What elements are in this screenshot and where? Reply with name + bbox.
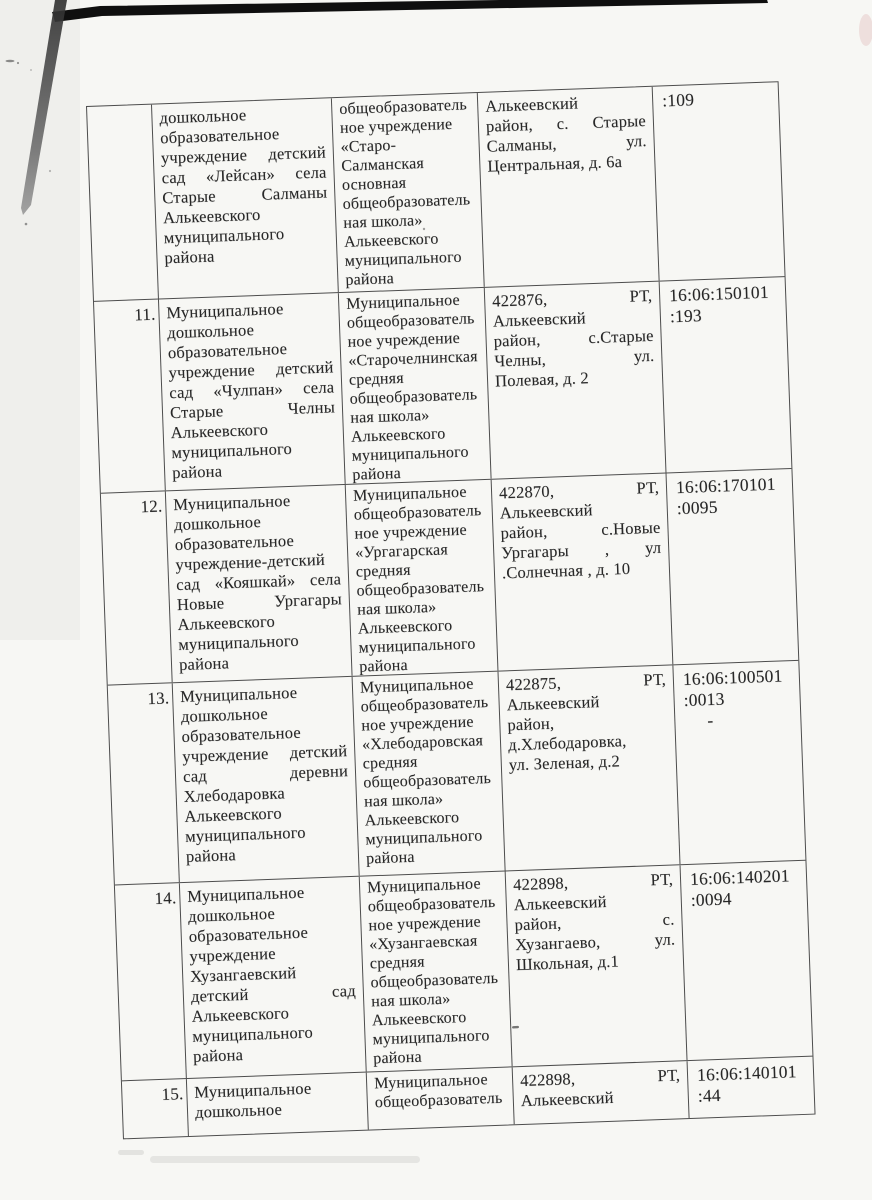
text-line: район, с. Старые bbox=[485, 110, 647, 136]
table-row bbox=[87, 82, 784, 301]
text-line: района bbox=[192, 1044, 244, 1066]
text-line: Центральная, д. 6а bbox=[487, 151, 623, 176]
text-line: общеобразователь bbox=[346, 310, 475, 332]
text-line: Алькеевского bbox=[357, 617, 453, 638]
text-line: Муниципальное bbox=[373, 1071, 489, 1093]
text-line: ное учреждение bbox=[339, 115, 453, 137]
text-line: Алькеевского bbox=[177, 611, 276, 635]
text-line: района bbox=[171, 461, 223, 483]
text-line: .Солнечная , д. 10 bbox=[501, 558, 631, 583]
cell-address bbox=[512, 1061, 689, 1124]
text-line: муниципального bbox=[192, 1022, 314, 1046]
text-line: ная школа» bbox=[370, 990, 451, 1011]
text-line: :44 bbox=[697, 1084, 722, 1106]
cell-preschool-name bbox=[151, 98, 338, 298]
text-line: Муниципальное bbox=[366, 875, 482, 897]
text-line: общеобразователь bbox=[338, 96, 468, 118]
cell-cadastral-number bbox=[680, 861, 813, 1060]
text-line: сад «Чулпан» села bbox=[168, 377, 335, 403]
text-line: муниципального bbox=[358, 635, 476, 657]
text-line: Муниципальное bbox=[166, 299, 284, 323]
table-row bbox=[94, 276, 791, 493]
speck bbox=[25, 223, 28, 226]
text-line: :193 bbox=[669, 305, 703, 327]
text-line: 422898, РТ, bbox=[519, 1065, 681, 1091]
text-line: основная bbox=[341, 174, 407, 194]
text-line: дошкольное bbox=[166, 320, 255, 343]
text-line: образовательное bbox=[181, 722, 302, 746]
text-line: района bbox=[365, 848, 415, 868]
text-line: района bbox=[372, 1048, 423, 1068]
text-line: :0094 bbox=[690, 888, 732, 910]
registry-table bbox=[86, 81, 816, 1139]
cell-row-number: 13. bbox=[147, 688, 170, 709]
text-line: общеобразователь bbox=[367, 893, 496, 916]
text-line: средняя bbox=[348, 369, 405, 389]
cell-preschool-name bbox=[172, 677, 359, 882]
table-row bbox=[115, 860, 813, 1081]
cell-school-name bbox=[352, 672, 505, 876]
text-line: района bbox=[345, 270, 395, 289]
text-line: муниципального bbox=[163, 223, 285, 248]
right-edge-smudge bbox=[859, 14, 872, 46]
text-line: район, bbox=[507, 713, 555, 735]
cell-preschool-name bbox=[186, 1073, 368, 1136]
text-line: учреждение bbox=[189, 943, 277, 966]
text-line: Алькеевского bbox=[162, 204, 261, 228]
cell-school-name bbox=[359, 872, 512, 1072]
text-line: Муниципальное bbox=[172, 490, 291, 515]
speck bbox=[49, 170, 51, 172]
cell-row-number: 15. bbox=[161, 1084, 184, 1104]
text-line: Муниципальное bbox=[345, 291, 461, 313]
text-line: учреждение детский bbox=[168, 357, 334, 383]
text-line: :109 bbox=[661, 89, 695, 111]
cell-row-number: 14. bbox=[154, 888, 177, 909]
text-line: Алькеевского bbox=[184, 803, 283, 826]
speck bbox=[17, 62, 19, 64]
text-line: ное учреждение bbox=[368, 913, 482, 935]
cell-school-name bbox=[366, 1067, 514, 1129]
text-line: :0095 bbox=[676, 496, 718, 519]
text-line: 16:06:140101 bbox=[696, 1061, 797, 1085]
cell-school-name bbox=[345, 480, 498, 676]
text-line: - bbox=[684, 709, 714, 731]
cell-school-name bbox=[331, 93, 484, 292]
text-line: Алькеевского bbox=[371, 1008, 467, 1030]
text-line: Алькеевский bbox=[520, 1087, 614, 1111]
text-line: учреждение детский bbox=[181, 741, 348, 766]
cell-row-number: 12. bbox=[140, 496, 163, 517]
text-line: муниципального bbox=[177, 630, 300, 655]
text-line: Полевая, д. 2 bbox=[494, 368, 590, 391]
speck bbox=[6, 60, 15, 63]
text-line: учреждение детский bbox=[160, 142, 327, 168]
text-line: Алькеевского bbox=[350, 425, 446, 446]
left-edge-wedge bbox=[21, 0, 67, 215]
text-line: сад деревни bbox=[182, 761, 349, 786]
cell-preschool-name bbox=[179, 877, 366, 1078]
text-line: Муниципальное bbox=[194, 1078, 312, 1102]
text-line: дошкольное bbox=[180, 703, 269, 726]
text-line: Алькеевский bbox=[492, 308, 587, 331]
bottom-smudge bbox=[118, 1150, 144, 1155]
text-line: Алькеевского bbox=[364, 809, 460, 830]
text-line: Алькеевский bbox=[499, 500, 593, 523]
top-black-streak bbox=[52, 0, 768, 22]
text-line: средняя bbox=[362, 753, 418, 773]
text-line: Алькеевский bbox=[484, 93, 579, 116]
text-line: района bbox=[185, 845, 237, 866]
text-line: района bbox=[358, 656, 409, 676]
text-line: 422870, РТ, bbox=[498, 477, 660, 503]
text-line: 422875, РТ, bbox=[505, 669, 667, 695]
text-line: ул. Зеленая, д.2 bbox=[508, 751, 621, 775]
text-line: сад «Лейсан» села bbox=[161, 162, 327, 188]
text-line: 422876, РТ, bbox=[491, 285, 653, 311]
text-line: 16:06:150101 bbox=[668, 281, 770, 306]
cell-preschool-name bbox=[158, 293, 345, 490]
text-line: района bbox=[178, 653, 230, 675]
text-line: ная школа» bbox=[343, 212, 423, 232]
text-line: образовательное bbox=[167, 338, 288, 363]
text-line: общеобразователь bbox=[356, 578, 485, 600]
text-line: дошкольное bbox=[194, 1099, 283, 1122]
text-line: Муниципальное bbox=[186, 882, 305, 906]
text-line: Челны, ул. bbox=[494, 345, 655, 371]
text-line: общеобразователь bbox=[374, 1089, 503, 1112]
text-line: общеобразователь bbox=[363, 769, 492, 792]
text-line: Старые Салманы bbox=[161, 182, 328, 208]
text-line: детский сад bbox=[190, 980, 357, 1006]
text-line: Алькеевского bbox=[170, 419, 269, 443]
table-row bbox=[101, 468, 798, 685]
text-line: Салманы, ул. bbox=[486, 130, 647, 156]
text-line: Алькеевского bbox=[343, 230, 439, 251]
text-line: район, с.Старые bbox=[493, 325, 654, 351]
text-line: «Хлебодаровская bbox=[361, 732, 484, 754]
text-line: Хузангаевский bbox=[189, 963, 297, 986]
text-line: средняя bbox=[355, 561, 411, 581]
text-line: образовательное bbox=[159, 124, 280, 148]
cell-cadastral-number bbox=[652, 82, 785, 280]
text-line: средняя bbox=[369, 953, 425, 973]
text-line: «Ургагарская bbox=[354, 541, 449, 562]
cell-address bbox=[497, 665, 679, 870]
text-line: «Старочелнинская bbox=[347, 348, 478, 370]
cell-row-number: 11. bbox=[133, 304, 156, 325]
table-row bbox=[108, 660, 806, 885]
text-line: Новые Ургагары bbox=[176, 589, 343, 615]
cell-cadastral-number bbox=[659, 277, 792, 472]
text-line: Алькеевский bbox=[506, 692, 600, 715]
text-line: Хузангаево, ул. bbox=[514, 929, 676, 955]
text-line: Муниципальное bbox=[179, 682, 298, 707]
cell-address bbox=[505, 865, 687, 1066]
text-line: «Старо- bbox=[340, 136, 397, 156]
text-line: район, с.Новые bbox=[500, 517, 661, 543]
text-line: ная школа» bbox=[350, 406, 430, 427]
text-line: муниципального bbox=[171, 438, 293, 463]
left-margin-shadow bbox=[0, 0, 80, 640]
text-line: дошкольное bbox=[187, 903, 276, 926]
text-line: дошкольное bbox=[159, 105, 247, 128]
text-line: ное учреждение bbox=[361, 713, 474, 735]
text-line: общеобразователь bbox=[370, 969, 499, 992]
text-line: муниципального bbox=[351, 443, 469, 465]
cell-cadastral-number bbox=[666, 469, 799, 664]
text-line: района bbox=[164, 246, 215, 268]
text-line: «Хузангаевская bbox=[368, 932, 478, 954]
text-line: образовательное bbox=[174, 530, 295, 555]
cell-school-name bbox=[338, 288, 491, 484]
text-line: ное учреждение bbox=[354, 521, 468, 543]
text-line: общеобразователь bbox=[353, 502, 482, 524]
rotated-scan-content bbox=[86, 81, 820, 1139]
cell-address bbox=[477, 87, 659, 287]
text-line: Муниципальное bbox=[359, 675, 474, 697]
text-line: район, с. bbox=[514, 909, 675, 935]
text-line: 16:06:140201 bbox=[689, 865, 790, 889]
text-line: Алькеевского bbox=[191, 1003, 290, 1026]
bottom-smudge bbox=[150, 1156, 420, 1163]
text-line: д.Хлебодаровка, bbox=[507, 731, 627, 755]
text-line: сад «Кояшкай» села bbox=[175, 569, 342, 595]
cell-address bbox=[484, 282, 666, 479]
text-line: района bbox=[352, 464, 402, 484]
text-line: муниципального bbox=[344, 248, 462, 270]
cell-cadastral-number bbox=[687, 1057, 815, 1119]
text-line: муниципального bbox=[365, 827, 483, 849]
text-line: общеобразователь bbox=[342, 191, 471, 213]
text-line: 422898, РТ, bbox=[512, 869, 674, 895]
text-line: 16:06:100501 bbox=[682, 665, 783, 690]
text-line: ная школа» bbox=[363, 790, 444, 811]
text-line: муниципального bbox=[184, 822, 307, 846]
text-line: :0013 bbox=[683, 688, 725, 710]
cell-cadastral-number bbox=[672, 661, 805, 864]
text-line: Салманская bbox=[341, 154, 425, 175]
text-line: Хлебодаровка bbox=[183, 783, 286, 806]
text-line: учреждение-детский bbox=[175, 549, 326, 575]
cell-address bbox=[491, 474, 673, 671]
cell-preschool-name bbox=[165, 485, 352, 682]
text-line: Старые Челны bbox=[169, 397, 336, 423]
speck bbox=[30, 69, 32, 71]
cell-row-number bbox=[87, 105, 158, 301]
text-line: 16:06:170101 bbox=[675, 473, 776, 498]
text-line: ное учреждение bbox=[347, 329, 461, 351]
text-line: Ургагары , ул bbox=[500, 537, 662, 563]
text-line: общеобразователь bbox=[349, 386, 478, 408]
text-line: муниципального bbox=[372, 1027, 490, 1049]
text-line: дошкольное bbox=[173, 512, 262, 535]
text-line: ная школа» bbox=[356, 598, 437, 619]
text-line: общеобразователь bbox=[360, 693, 489, 716]
text-line: Муниципальное bbox=[352, 483, 467, 505]
text-line: Алькеевский bbox=[513, 891, 607, 915]
text-line: Школьная, д.1 bbox=[515, 951, 620, 975]
text-line: образовательное bbox=[188, 922, 309, 946]
